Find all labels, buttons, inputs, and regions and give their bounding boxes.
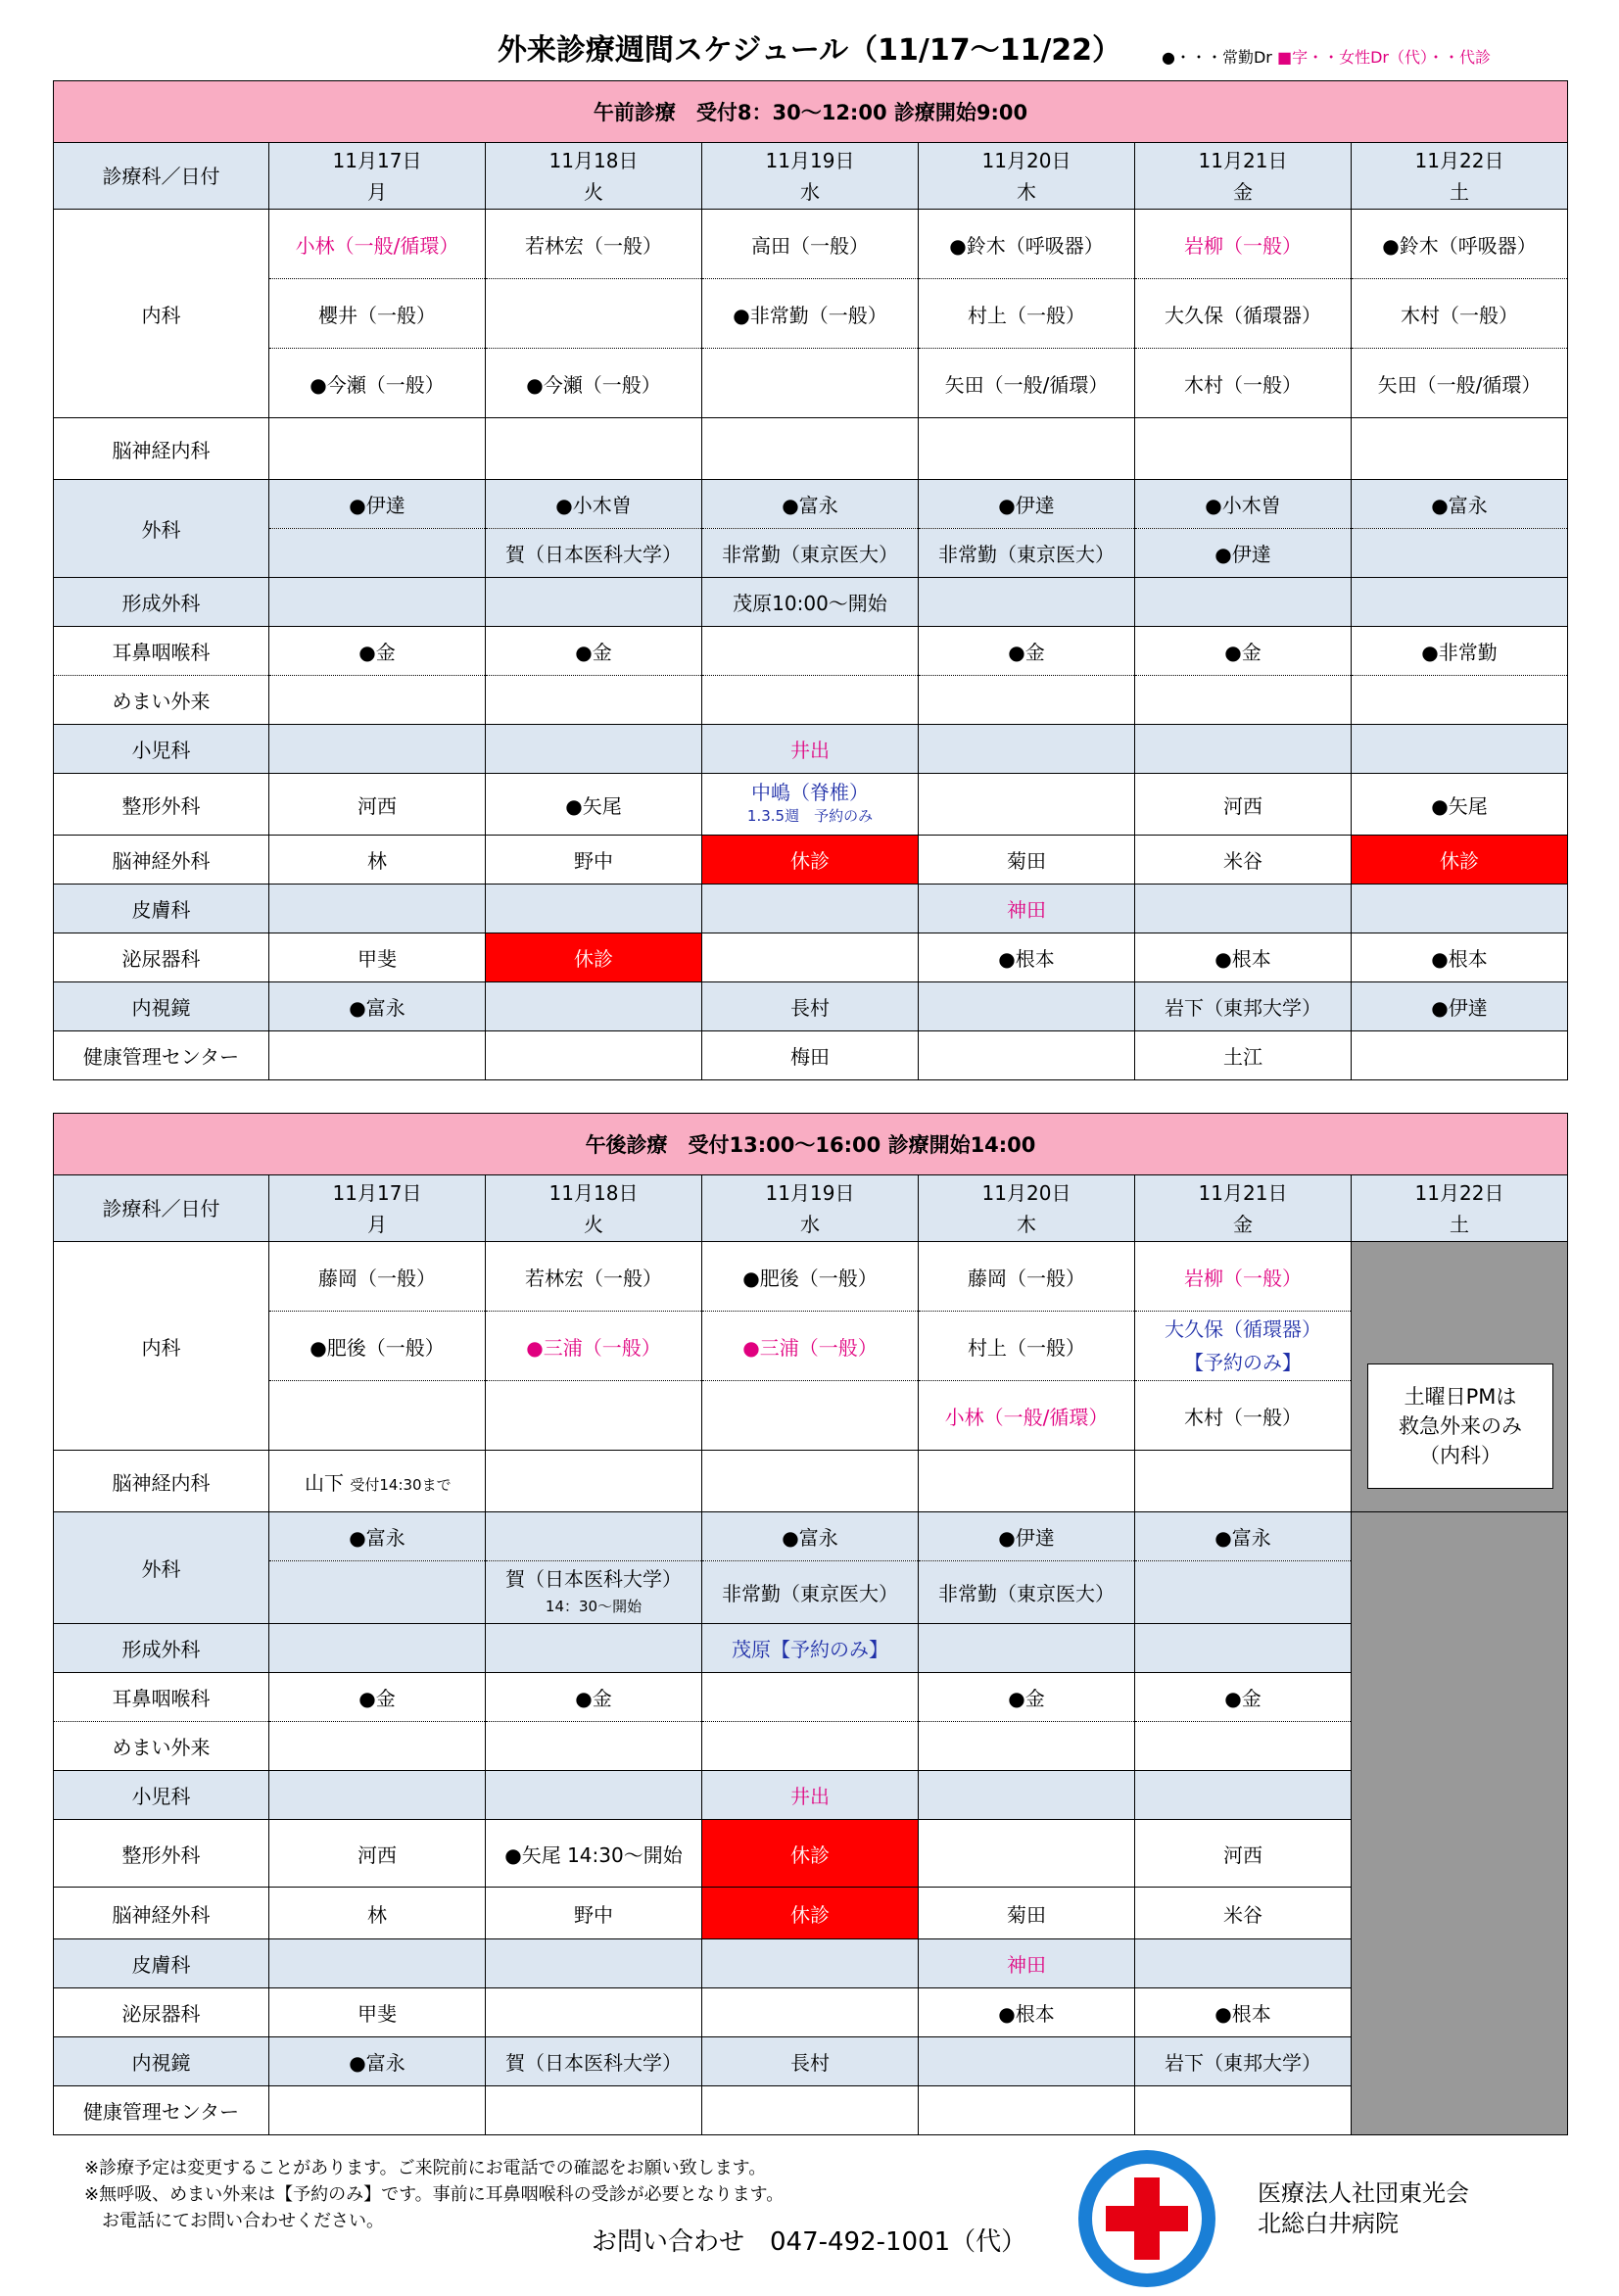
weekday: 水 (800, 179, 820, 204)
weekday: 土 (1450, 1212, 1469, 1236)
doctor-cell: ●三浦（一般） (486, 1312, 702, 1381)
am-header: 午前診療 受付8：30～12:00 診療開始9:00 (54, 81, 1568, 143)
table-row (54, 1771, 1568, 1820)
doctor-cell (486, 1561, 702, 1624)
doctor-cell (702, 627, 919, 676)
dept-name: 形成外科 (54, 1624, 269, 1673)
date: 11月21日 (1198, 1180, 1288, 1205)
doctor-cell: ●金 (269, 627, 486, 676)
doctor-cell (702, 1988, 919, 2037)
doctor-cell: ●根本 (919, 933, 1135, 982)
doctor-name: 大久保（循環器） (1165, 1317, 1321, 1341)
doctor-cell: 村上（一般） (919, 279, 1135, 349)
dept-name: 泌尿器科 (54, 1988, 269, 2037)
table-row (54, 627, 1568, 676)
contact-phone: お問い合わせ 047-492-1001（代） (592, 2227, 1027, 2257)
table-row (54, 1820, 1568, 1888)
doctor-cell: 岩柳（一般） (1135, 210, 1352, 279)
weekday: 木 (1017, 1212, 1036, 1236)
doctor-cell: 土江 (1135, 1031, 1352, 1080)
pm-schedule-table (53, 1113, 1568, 2135)
dept-name: 健康管理センター (54, 1031, 269, 1080)
doctor-cell: ●鈴木（呼吸器） (919, 210, 1135, 279)
doctor-cell: 梅田 (702, 1031, 919, 1080)
doctor-cell: ●富永 (1135, 1512, 1352, 1561)
doctor-cell: ●小木曽 (1135, 480, 1352, 529)
dept-name: 形成外科 (54, 578, 269, 627)
doctor-cell: 若林宏（一般） (486, 210, 702, 279)
doctor-cell: ●富永 (702, 480, 919, 529)
doctor-cell: 小林（一般/循環） (269, 210, 486, 279)
doctor-cell: 藤岡（一般） (919, 1242, 1135, 1312)
closed-cell: 休診 (702, 836, 919, 885)
doctor-cell: ●鈴木（呼吸器） (1352, 210, 1568, 279)
doctor-cell: 米谷 (1135, 836, 1352, 885)
weekday: 火 (584, 179, 603, 204)
dept-name: 耳鼻咽喉科 (54, 1673, 269, 1722)
table-row (54, 578, 1568, 627)
table-row (54, 725, 1568, 774)
doctor-cell (702, 774, 919, 836)
doctor-cell: 菊田 (919, 836, 1135, 885)
doctor-cell: 岩下（東邦大学） (1135, 2037, 1352, 2086)
table-row (54, 1031, 1568, 1080)
date: 11月21日 (1198, 148, 1288, 172)
doctor-cell: 木村（一般） (1135, 349, 1352, 418)
doctor-cell (269, 1381, 486, 1451)
doctor-cell: ●金 (1135, 1673, 1352, 1722)
doctor-cell: 林 (269, 836, 486, 885)
dept-name: 内視鏡 (54, 2037, 269, 2086)
doctor-cell: 井出 (702, 1771, 919, 1820)
doctor-cell: 矢田（一般/循環） (919, 349, 1135, 418)
table-row (54, 1242, 1568, 1312)
doctor-cell: ●富永 (702, 1512, 919, 1561)
table-row (54, 676, 1568, 725)
table-row (54, 1624, 1568, 1673)
doctor-cell: 甲斐 (269, 1988, 486, 2037)
doctor-cell: 甲斐 (269, 933, 486, 982)
doctor-cell: ●非常勤 (1352, 627, 1568, 676)
dept-name: 内科 (54, 210, 269, 418)
date-header-row (54, 143, 1568, 210)
doctor-cell: 野中 (486, 836, 702, 885)
doctor-cell (486, 1031, 702, 1080)
date: 11月19日 (765, 148, 855, 172)
doctor-name: 山下 (305, 1470, 344, 1495)
doctor-cell: ●金 (919, 1673, 1135, 1722)
doctor-cell: 木村（一般） (1135, 1381, 1352, 1451)
doctor-cell (919, 2037, 1135, 2086)
doctor-cell (1135, 578, 1352, 627)
doctor-cell: 賀（日本医科大学） (486, 2037, 702, 2086)
doctor-cell (702, 1673, 919, 1722)
dept-name: 脳神経内科 (54, 1451, 269, 1512)
red-cross-logo-icon (1073, 2145, 1220, 2296)
date: 11月17日 (332, 148, 422, 172)
doctor-cell (486, 578, 702, 627)
doctor-cell (269, 578, 486, 627)
table-row (54, 279, 1568, 349)
doctor-cell: 非常勤（東京医大） (919, 1561, 1135, 1624)
weekday: 木 (1017, 179, 1036, 204)
dept-name: 脳神経外科 (54, 1888, 269, 1939)
doctor-cell: ●今瀬（一般） (269, 349, 486, 418)
weekday: 土 (1450, 179, 1469, 204)
dept-name: 外科 (54, 1512, 269, 1624)
dept-name: 脳神経外科 (54, 836, 269, 885)
doctor-cell: 野中 (486, 1888, 702, 1939)
doctor-cell: 櫻井（一般） (269, 279, 486, 349)
doctor-cell: 若林宏（一般） (486, 1242, 702, 1312)
doctor-cell (269, 1561, 486, 1624)
doctor-cell (702, 1381, 919, 1451)
closed-cell: 休診 (702, 1888, 919, 1939)
date: 11月18日 (548, 148, 639, 172)
footnote: ※無呼吸、めまい外来は【予約のみ】です。事前に耳鼻咽喉科の受診が必要となります。 (84, 2184, 785, 2205)
closed-cell: 休診 (1352, 836, 1568, 885)
doctor-cell (919, 578, 1135, 627)
dept-header: 診療科／日付 (54, 143, 269, 210)
pm-header: 午後診療 受付13:00～16:00 診療開始14:00 (54, 1114, 1568, 1175)
doctor-cell: ●肥後（一般） (269, 1312, 486, 1381)
doctor-cell: 井出 (702, 725, 919, 774)
organization-name (1258, 2178, 1469, 2239)
doctor-cell: ●根本 (1352, 933, 1568, 982)
doctor-name: 中嶋（脊椎） (751, 781, 869, 804)
closed-cell: 休診 (702, 1820, 919, 1888)
doctor-cell: 村上（一般） (919, 1312, 1135, 1381)
table-row (54, 1722, 1568, 1771)
closed-cell: 休診 (486, 933, 702, 982)
doctor-cell: 菊田 (919, 1888, 1135, 1939)
doctor-cell: 高田（一般） (702, 210, 919, 279)
doctor-cell: 茂原10:00～開始 (702, 578, 919, 627)
doctor-cell (486, 1381, 702, 1451)
doctor-cell (1135, 1312, 1352, 1381)
doctor-cell: ●今瀬（一般） (486, 349, 702, 418)
doctor-cell (919, 774, 1135, 836)
doctor-cell: ●三浦（一般） (702, 1312, 919, 1381)
doctor-cell (1352, 1031, 1568, 1080)
note-line: 土曜日PMは (1404, 1385, 1517, 1409)
legend-regular: ●・・・常勤Dr (1162, 48, 1272, 67)
doctor-cell: ●富永 (269, 982, 486, 1031)
doctor-cell: 非常勤（東京医大） (702, 529, 919, 578)
table-row (54, 480, 1568, 529)
doctor-cell: 非常勤（東京医大） (702, 1561, 919, 1624)
saturday-closed-cell (1352, 1512, 1568, 2135)
doctor-cell: ●矢尾 (486, 774, 702, 836)
doctor-cell (269, 529, 486, 578)
doctor-cell (702, 349, 919, 418)
doctor-cell (1352, 529, 1568, 578)
date: 11月18日 (548, 1180, 639, 1205)
doctor-cell: 米谷 (1135, 1888, 1352, 1939)
doctor-cell: 非常勤（東京医大） (919, 529, 1135, 578)
doctor-cell (486, 982, 702, 1031)
date: 11月19日 (765, 1180, 855, 1205)
dept-name: 耳鼻咽喉科 (54, 627, 269, 676)
doctor-cell: ●伊達 (919, 1512, 1135, 1561)
legend-female: ■字・・女性Dr（代）・・代診 (1276, 48, 1491, 67)
schedule-note: 14：30～開始 (545, 1597, 643, 1615)
table-row (54, 885, 1568, 933)
doctor-cell: 岩下（東邦大学） (1135, 982, 1352, 1031)
doctor-cell: ●伊達 (919, 480, 1135, 529)
dept-name: 内視鏡 (54, 982, 269, 1031)
table-row (54, 1888, 1568, 1939)
doctor-cell: ●富永 (1352, 480, 1568, 529)
reserve-note: 【予約のみ】 (1184, 1351, 1302, 1374)
date: 11月22日 (1414, 148, 1504, 172)
doctor-cell (919, 1031, 1135, 1080)
doctor-cell: ●富永 (269, 2037, 486, 2086)
dept-name: めまい外来 (54, 676, 269, 725)
table-row (54, 210, 1568, 279)
doctor-cell: 神田 (919, 885, 1135, 933)
table-row (54, 1939, 1568, 1988)
weekday: 水 (800, 1212, 820, 1236)
doctor-cell: 河西 (1135, 774, 1352, 836)
doctor-cell (1352, 578, 1568, 627)
doctor-cell (1135, 1561, 1352, 1624)
doctor-cell: ●非常勤（一般） (702, 279, 919, 349)
saturday-pm-note (1367, 1363, 1553, 1489)
doctor-cell: 藤岡（一般） (269, 1242, 486, 1312)
dept-name: 外科 (54, 480, 269, 578)
doctor-cell: ●伊達 (1352, 982, 1568, 1031)
date: 11月20日 (981, 148, 1071, 172)
doctor-cell: 小林（一般/循環） (919, 1381, 1135, 1451)
doctor-cell: ●矢尾 14:30～開始 (486, 1820, 702, 1888)
doctor-cell: ●金 (486, 627, 702, 676)
schedule-note: 受付14:30まで (350, 1475, 452, 1494)
dept-name: 健康管理センター (54, 2086, 269, 2135)
doctor-cell: 岩柳（一般） (1135, 1242, 1352, 1312)
doctor-cell (486, 279, 702, 349)
doctor-cell (702, 933, 919, 982)
doctor-cell: 木村（一般） (1352, 279, 1568, 349)
dept-name: めまい外来 (54, 1722, 269, 1771)
doctor-cell: 神田 (919, 1939, 1135, 1988)
table-row (54, 349, 1568, 418)
dept-name: 内科 (54, 1242, 269, 1451)
doctor-cell (269, 1031, 486, 1080)
doctor-cell: ●根本 (919, 1988, 1135, 2037)
dept-name: 小児科 (54, 1771, 269, 1820)
weekday: 火 (584, 1212, 603, 1236)
doctor-cell: 大久保（循環器） (1135, 279, 1352, 349)
doctor-cell: ●根本 (1135, 933, 1352, 982)
legend (1162, 45, 1491, 68)
doctor-cell: ●根本 (1135, 1988, 1352, 2037)
doctor-name: 賀（日本医科大学） (505, 1566, 682, 1591)
table-row (54, 2037, 1568, 2086)
table-row (54, 529, 1568, 578)
doctor-cell (269, 1451, 486, 1512)
doctor-cell: 河西 (269, 774, 486, 836)
page-title: 外来診療週間スケジュール（11/17～11/22） (497, 33, 1122, 68)
doctor-cell: 茂原【予約のみ】 (702, 1624, 919, 1673)
dept-header: 診療科／日付 (54, 1175, 269, 1242)
weekday: 金 (1233, 1212, 1253, 1236)
footnote: ※診療予定は変更することがあります。ご来院前にお電話での確認をお願い致します。 (84, 2158, 767, 2178)
dept-name: 皮膚科 (54, 885, 269, 933)
dept-name: 整形外科 (54, 774, 269, 836)
table-row (54, 2086, 1568, 2135)
doctor-cell: ●金 (1135, 627, 1352, 676)
table-row (54, 1312, 1568, 1381)
table-row (54, 1512, 1568, 1561)
doctor-cell: 長村 (702, 2037, 919, 2086)
table-row (54, 1381, 1568, 1451)
am-schedule-table (53, 80, 1568, 1080)
dept-name: 小児科 (54, 725, 269, 774)
doctor-cell: 賀（日本医科大学） (486, 529, 702, 578)
date: 11月17日 (332, 1180, 422, 1205)
dept-name: 整形外科 (54, 1820, 269, 1888)
doctor-cell: ●金 (486, 1673, 702, 1722)
doctor-cell (919, 982, 1135, 1031)
doctor-cell: 林 (269, 1888, 486, 1939)
doctor-cell: 矢田（一般/循環） (1352, 349, 1568, 418)
doctor-cell: ●小木曽 (486, 480, 702, 529)
doctor-cell: 長村 (702, 982, 919, 1031)
doctor-cell: ●富永 (269, 1512, 486, 1561)
table-row (54, 774, 1568, 836)
table-row (54, 1561, 1568, 1624)
table-row (54, 418, 1568, 480)
doctor-cell (919, 1820, 1135, 1888)
dept-name: 泌尿器科 (54, 933, 269, 982)
dept-name: 脳神経内科 (54, 418, 269, 480)
doctor-cell: ●伊達 (269, 480, 486, 529)
note-line: 救急外来のみ (1399, 1414, 1522, 1438)
weekday: 月 (367, 179, 387, 204)
dept-name: 皮膚科 (54, 1939, 269, 1988)
schedule-note: 1.3.5週 予約のみ (746, 807, 874, 825)
org-line: 医療法人社団東光会 (1258, 2179, 1469, 2207)
doctor-cell: 河西 (1135, 1820, 1352, 1888)
table-row (54, 836, 1568, 885)
doctor-cell: ●矢尾 (1352, 774, 1568, 836)
doctor-cell: ●伊達 (1135, 529, 1352, 578)
table-row (54, 1988, 1568, 2037)
footnote: お電話にてお問い合わせください。 (84, 2211, 384, 2231)
table-row (54, 1673, 1568, 1722)
weekday: 月 (367, 1212, 387, 1236)
doctor-cell (486, 1512, 702, 1561)
note-line: （内科） (1419, 1444, 1501, 1467)
date-header-row (54, 1175, 1568, 1242)
doctor-cell: ●肥後（一般） (702, 1242, 919, 1312)
doctor-cell: ●金 (269, 1673, 486, 1722)
doctor-cell: ●金 (919, 627, 1135, 676)
date: 11月22日 (1414, 1180, 1504, 1205)
table-row (54, 982, 1568, 1031)
table-row (54, 933, 1568, 982)
hospital-name: 北総白井病院 (1258, 2210, 1399, 2237)
doctor-cell: 河西 (269, 1820, 486, 1888)
doctor-cell (486, 1988, 702, 2037)
date: 11月20日 (981, 1180, 1071, 1205)
table-row (54, 1451, 1568, 1512)
weekday: 金 (1233, 179, 1253, 204)
